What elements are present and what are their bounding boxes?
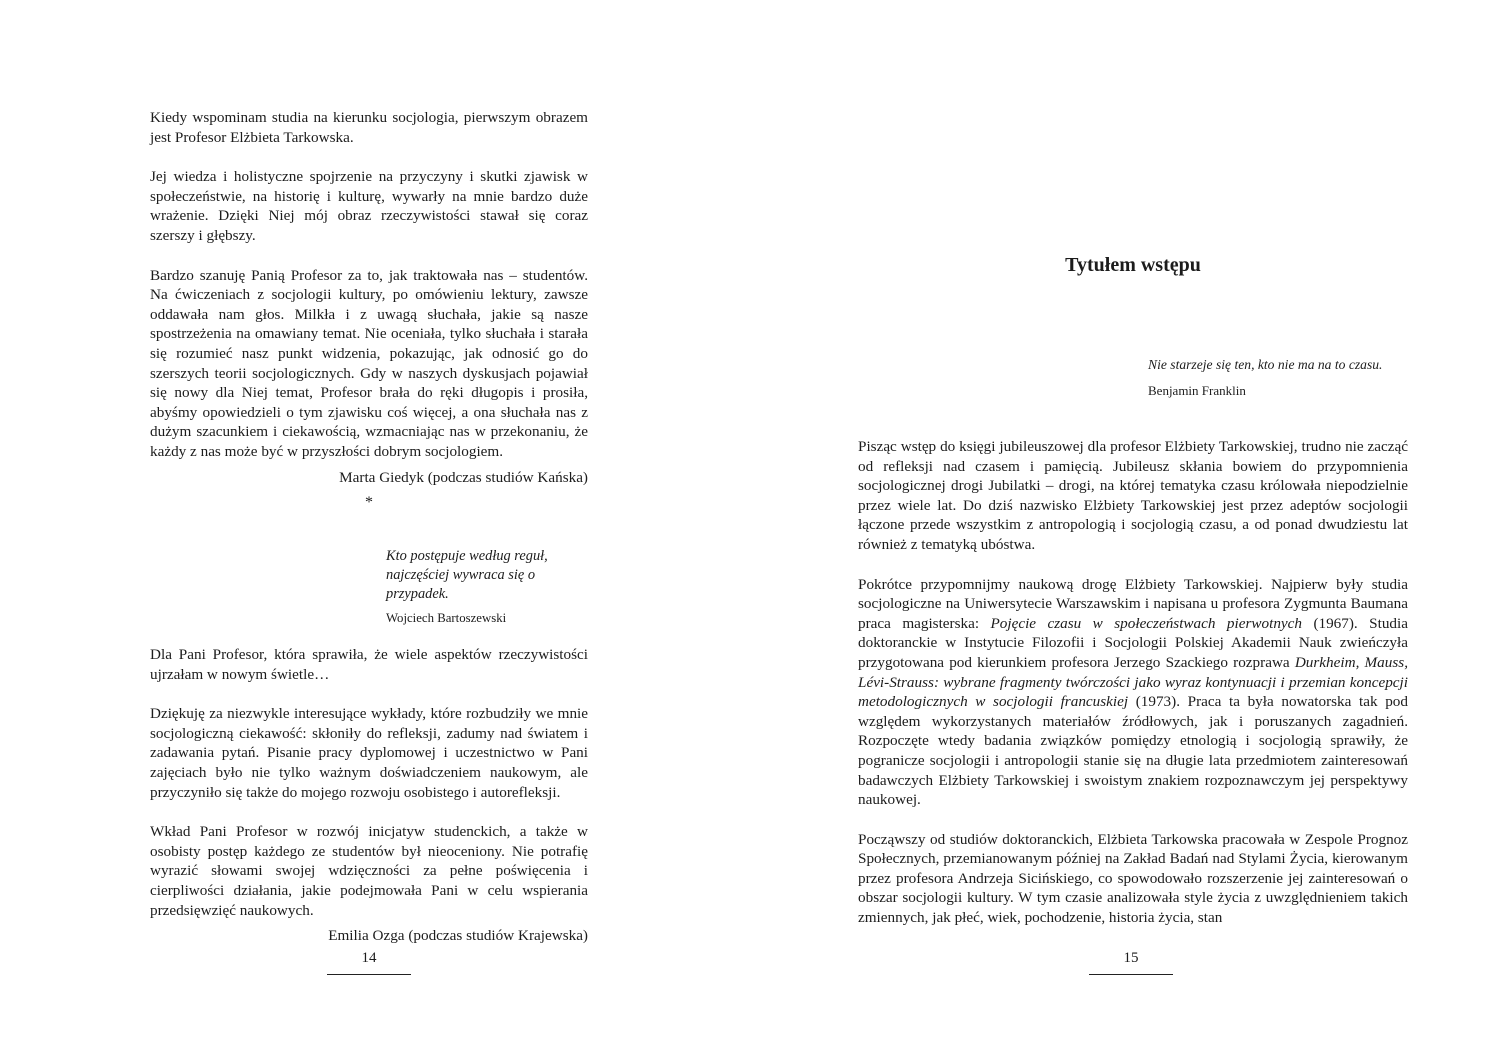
page-number-rule bbox=[1089, 974, 1173, 975]
page-number-text: 14 bbox=[361, 950, 377, 966]
right-page bbox=[750, 0, 1500, 1039]
paragraph: Wkład Pani Profesor w rozwój inicjatyw studenckich, a także w osobisty postęp każdego ze studentów był nieoceniony. Nie potrafię wyrazić słowami swojej wdzięczności za pełne poświęcenia i cierpliwości działania, jakie podejmowała Pani w celu wspierania przedsięwzięć naukowych. bbox=[150, 823, 588, 919]
epigraph bbox=[386, 547, 588, 627]
paragraph: Kiedy wspominam studia na kierunku socjologia, pierwszym obrazem jest Profesor Elżbieta Tarkowska. bbox=[150, 109, 588, 146]
signature: Marta Giedyk (podczas studiów Kańska) bbox=[339, 468, 588, 486]
paragraph: Pisząc wstęp do księgi jubileuszowej dla profesor Elżbiety Tarkowskiej, trudno nie zacząć od refleksji nad czasem i pamięcią. Jubileusz skłania bowiem do przypomnienia socjologicznej drogi Jubilatki – drogi, na której tematyka czasu królowała niepodzielnie przez wiele lat. Do dziś nazwisko Elżbiety Tarkowskiej jest przez adeptów socjologii łączone przede wszystkim z antropologią i socjologią czasu, a od ponad dwudziestu lat również z tematyką ubóstwa. bbox=[858, 438, 1408, 553]
book-title: Durkheim, Mauss, Lévi-Strauss: wybrane fragmenty twórczości jako wyraz kontynuacji i przemian koncepcji metodologicznych w socjologii francuskiej bbox=[858, 653, 1408, 711]
epigraph-author: Benjamin Franklin bbox=[1148, 383, 1246, 398]
section-separator: * bbox=[365, 494, 373, 512]
book-title: Pojęcie czasu w społeczeństwach pierwotnych bbox=[990, 614, 1302, 632]
epigraph-quote: Nie starzeje się ten, kto nie ma na to czasu. bbox=[1148, 357, 1383, 372]
epigraph-quote-line: najczęściej wywraca się o przypadek. bbox=[386, 567, 536, 603]
page-number bbox=[1089, 948, 1173, 975]
paragraph-text: (1967). Studia doktoranckie w Instytucie Filozofii i Socjologii Polskiej Akademii Nauk zwieńczyła przygotowana pod kierunkiem profesora Jerzego Szackiego rozprawa bbox=[858, 614, 1408, 671]
page-number bbox=[327, 948, 411, 975]
page-number-text: 15 bbox=[1123, 950, 1139, 966]
left-text-column bbox=[150, 108, 588, 946]
paragraph bbox=[858, 575, 1408, 810]
paragraph: Począwszy od studiów doktoranckich, Elżbieta Tarkowska pracowała w Zespole Prognoz Społecznych, przemianowanym później na Zakład Badań nad Stylami Życia, kierowanym przez profesora Andrzeja Sicińskiego, co spowodowało rozszerzenie jej zainteresowań o obszar socjologii kultury. W tym czasie analizowała style życia z uwzględnieniem takich zmiennych, jak płeć, wiek, pochodzenie, historia życia, stan bbox=[858, 830, 1408, 927]
epigraph-author: Wojciech Bartoszewski bbox=[386, 611, 507, 626]
page-number-rule bbox=[327, 974, 411, 975]
signature: Emilia Ozga (podczas studiów Krajewska) bbox=[328, 927, 588, 945]
paragraph-text: (1973). Praca ta była nowatorska tak pod względem wykorzystanych materiałów źródłowych, jak i poruszanych zagadnień. Rozpoczęte wtedy badania związków pomiędzy etnologią i socjologią sprawiły, że pogranicze socjologii i antropologii stanie się na długie lata przedmiotem zainteresowań badawczych Elżbiety Tarkowskiej i swoistym znakiem rozpoznawczym jej perspektywy naukowej. bbox=[858, 693, 1408, 809]
right-text-column bbox=[858, 437, 1408, 928]
chapter-title: Tytułem wstępu bbox=[1065, 254, 1201, 276]
paragraph-text: Pokrótce przypomnijmy naukową drogę Elżbiety Tarkowskiej. Najpierw były studia socjologiczne na Uniwersytecie Warszawskim i napisana u profesora Zygmunta Baumana praca magisterska: bbox=[858, 575, 1408, 632]
epigraph bbox=[1148, 356, 1408, 399]
epigraph-quote-line: Kto postępuje według reguł, bbox=[386, 548, 548, 565]
paragraph: Bardzo szanuję Panią Profesor za to, jak traktowała nas – studentów. Na ćwiczeniach z socjologii kultury, po omówieniu lektury, zawsze oddawała nam głos. Milkła i z uwagą słuchała, jakie są nasze spostrzeżenia na omawiany temat. Nie oceniała, tylko słuchała i starała się rozumieć nasz punkt widzenia, pokazując, jak odnosić go do szerszych teorii socjologicznych. Gdy w naszych dyskusjach pojawiał się nowy dla Niej temat, Profesor brała do ręki długopis i prosiła, abyśmy opowiedzieli o tym zjawisku coś więcej, a ona słuchała nas z dużym szacunkiem i ciekawością, wzmacniając nas w przekonaniu, że każdy z nas może być w przyszłości dobrym socjologiem. bbox=[150, 266, 588, 460]
paragraph: Jej wiedza i holistyczne spojrzenie na przyczyny i skutki zjawisk w społeczeństwie, na historię i kulturę, wywarły na mnie bardzo duże wrażenie. Dzięki Niej mój obraz rzeczywistości stawał się coraz szerszy i głębszy. bbox=[150, 168, 588, 244]
paragraph: Dla Pani Profesor, która sprawiła, że wiele aspektów rzeczywistości ujrzałam w nowym świetle… bbox=[150, 646, 588, 683]
paragraph: Dziękuję za niezwykle interesujące wykłady, które rozbudziły we mnie socjologiczną ciekawość: skłoniły do refleksji, zadumy nad światem i zadawania pytań. Pisanie pracy dyplomowej i uczestnictwo w Pani zajęciach było nie tylko ważnym doświadczeniem naukowym, ale przyczyniło się także do mojego rozwoju osobistego i autorefleksji. bbox=[150, 705, 588, 801]
